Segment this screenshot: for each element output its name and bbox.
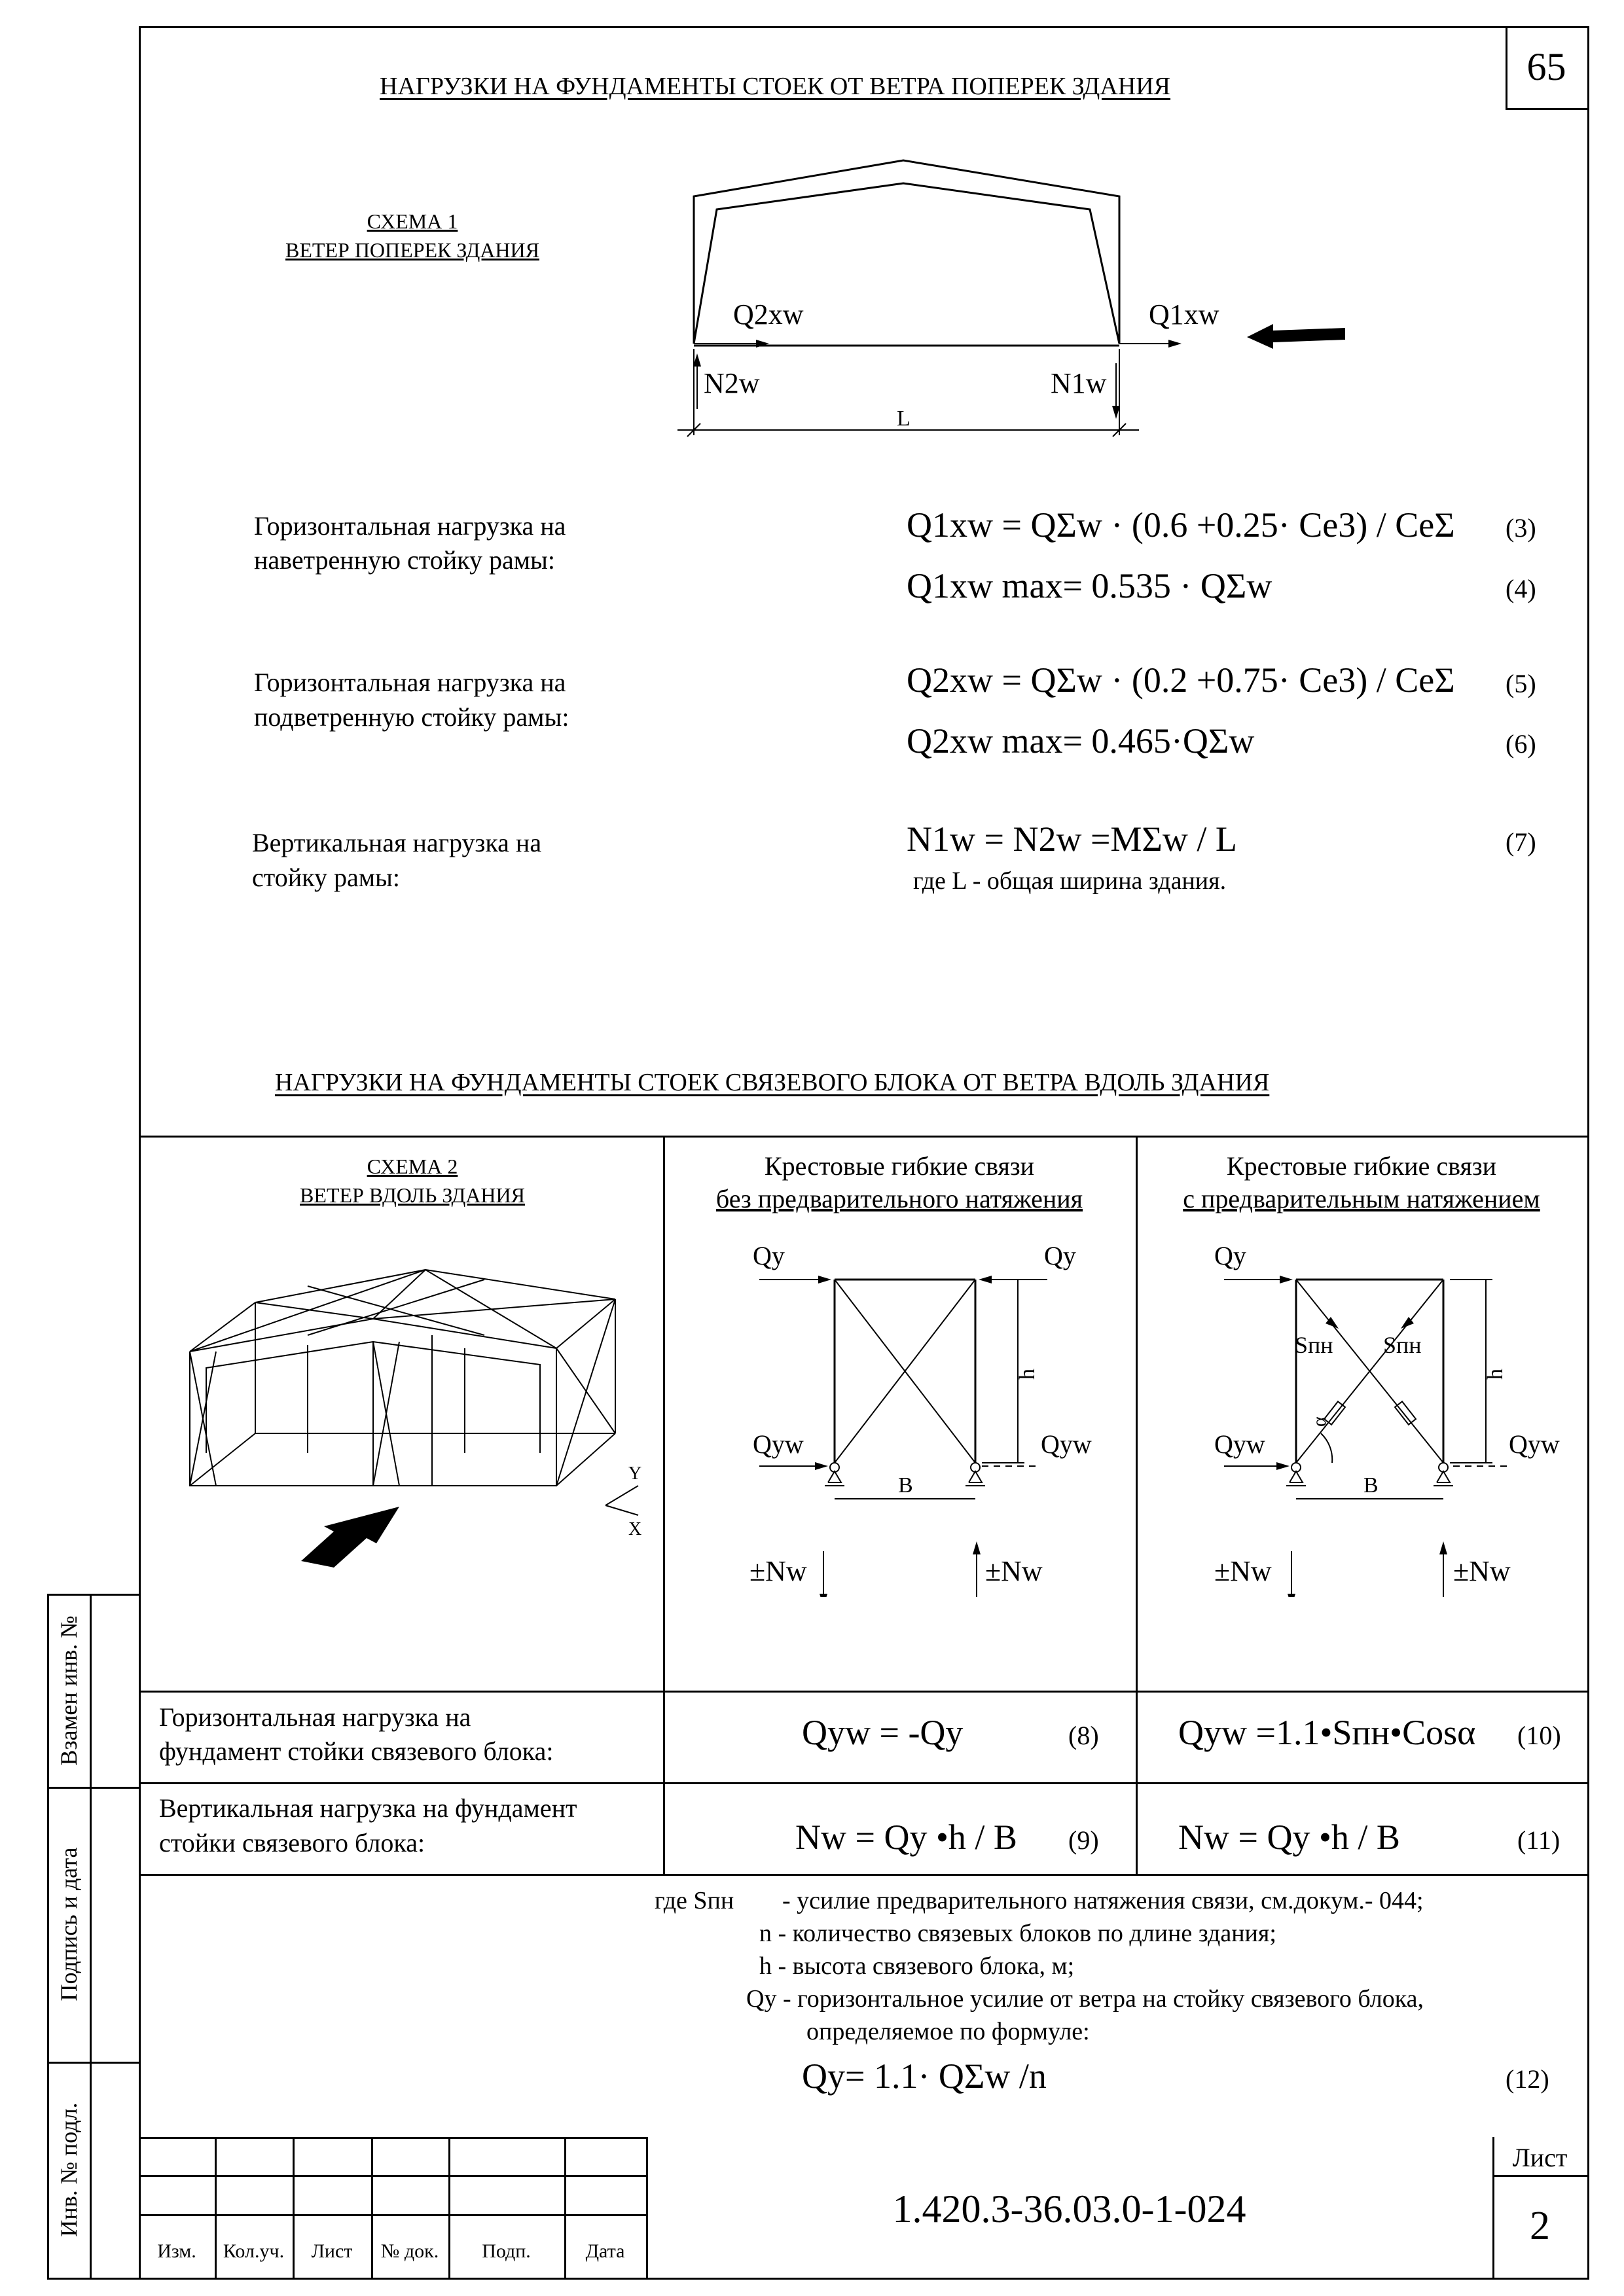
tb-col-count: Кол.уч.	[223, 2240, 285, 2262]
equation-8: Qyw = -Qy	[802, 1713, 964, 1752]
row1-label-line2: наветренную стойку рамы:	[254, 545, 556, 575]
equation-6-number: (6)	[1506, 729, 1536, 759]
equation-7-note: где L - общая ширина здания.	[913, 867, 1227, 895]
col3-alpha-label: α	[1308, 1416, 1330, 1427]
equation-5-number: (5)	[1506, 669, 1536, 698]
col2-qyw-right: Qyw	[1041, 1429, 1092, 1459]
col3-qyw-left: Qyw	[1214, 1429, 1265, 1459]
equation-12: Qy= 1.1· QΣw /n	[802, 2056, 1047, 2096]
row2-label-line1: Горизонтальная нагрузка на	[254, 668, 566, 697]
label-n2w: N2w	[704, 367, 760, 399]
col2-title-line1: Крестовые гибкие связи	[764, 1151, 1035, 1181]
row-v-label-line1: Вертикальная нагрузка на фундамент	[159, 1793, 577, 1823]
equation-12-number: (12)	[1506, 2064, 1549, 2094]
col2-h-label: h	[1015, 1369, 1039, 1380]
schema1-subtitle: ВЕТЕР ПОПЕРЕК ЗДАНИЯ	[285, 238, 539, 262]
section1-title: НАГРУЗКИ НА ФУНДАМЕНТЫ СТОЕК ОТ ВЕТРА ПОПЕРЕК ЗДАНИЯ	[380, 73, 1171, 100]
equation-11: Nw = Qy •h / B	[1178, 1818, 1400, 1857]
col3-b-label: B	[1363, 1473, 1379, 1498]
row-h-label-line2: фундамент стойки связевого блока:	[159, 1736, 554, 1766]
frame-bottom	[47, 2278, 1589, 2280]
frame-top	[139, 26, 1587, 28]
col2-title-line2: без предварительного натяжения	[715, 1184, 1083, 1213]
tb-col-sheet: Лист	[311, 2240, 353, 2262]
page-number: 65	[1526, 45, 1566, 88]
col3-nw-left: ±Nw	[1214, 1555, 1272, 1587]
sheet-number: 2	[1530, 2204, 1550, 2248]
bracing-diagram-pretension	[1162, 1230, 1581, 1597]
schema1-title: СХЕМА 1	[367, 209, 458, 233]
notes-line5: определяемое по формуле:	[806, 2018, 1090, 2045]
label-q1xw: Q1xw	[1149, 298, 1219, 331]
col3-title-line2: с предварительным натяжением	[1183, 1184, 1540, 1213]
tb-col-change: Изм.	[157, 2240, 196, 2262]
frame-right	[1587, 26, 1589, 2278]
col2-b-label: B	[898, 1473, 913, 1498]
equation-7: N1w = N2w =MΣw / L	[907, 819, 1237, 859]
equation-6: Q2xw max= 0.465·QΣw	[907, 721, 1255, 761]
notes-line2: n - количество связевых блоков по длине здания;	[759, 1920, 1276, 1947]
notes-line4: Qy - горизонтальное усилие от ветра на стойку связевого блока,	[746, 1985, 1424, 2013]
wind-arrow-icon	[1247, 324, 1345, 349]
label-span: L	[897, 406, 911, 431]
equation-7-number: (7)	[1506, 827, 1536, 857]
col2-nw-right: ±Nw	[985, 1555, 1043, 1587]
equation-11-number: (11)	[1517, 1825, 1561, 1855]
notes-line1: - усилие предварительного натяжения связи, см.докум.- 044;	[782, 1887, 1424, 1914]
equation-9-number: (9)	[1068, 1825, 1099, 1855]
stamp-original-inv: Инв. № подл.	[56, 2102, 82, 2237]
equation-4: Q1xw max= 0.535 · QΣw	[907, 566, 1272, 605]
row3-label-line1: Вертикальная нагрузка на	[252, 828, 542, 857]
stamp-replacement-inv: Взамен инв. №	[56, 1615, 82, 1766]
tb-col-docno: № док.	[380, 2240, 439, 2262]
schema2-title: СХЕМА 2	[367, 1155, 458, 1178]
equation-10: Qyw =1.1•Sпн•Cosα	[1178, 1713, 1476, 1752]
building-3d-diagram	[177, 1257, 648, 1571]
wind-arrow-icon	[301, 1507, 399, 1568]
col3-qyw-right: Qyw	[1509, 1429, 1560, 1459]
row-h-label-line1: Горизонтальная нагрузка на	[159, 1702, 471, 1732]
col3-nw-right: ±Nw	[1453, 1555, 1511, 1587]
section2-title: НАГРУЗКИ НА ФУНДАМЕНТЫ СТОЕК СВЯЗЕВОГО БЛОКА ОТ ВЕТРА ВДОЛЬ ЗДАНИЯ	[275, 1069, 1270, 1096]
equation-3-number: (3)	[1506, 513, 1536, 543]
document-code: 1.420.3-36.03.0-1-024	[892, 2187, 1246, 2231]
col3-spn-right: Sпн	[1383, 1332, 1422, 1358]
equation-8-number: (8)	[1068, 1721, 1099, 1750]
col2-qy-left: Qy	[753, 1241, 785, 1270]
notes-prefix: где Sпн	[655, 1887, 734, 1914]
row2-label-line2: подветренную стойку рамы:	[254, 702, 569, 732]
equation-10-number: (10)	[1517, 1721, 1561, 1750]
equation-9: Nw = Qy •h / B	[795, 1818, 1017, 1857]
col2-qyw-left: Qyw	[753, 1429, 804, 1459]
bracing-diagram-no-pretension	[694, 1230, 1113, 1597]
frame-diagram-1	[655, 147, 1375, 442]
axis-y-label: Y	[628, 1463, 642, 1484]
tb-col-date: Дата	[585, 2240, 625, 2262]
tb-col-signature: Подп.	[482, 2240, 531, 2262]
col3-title-line1: Крестовые гибкие связи	[1226, 1151, 1497, 1181]
sheet-label: Лист	[1512, 2143, 1568, 2172]
label-q2xw: Q2xw	[733, 298, 804, 331]
label-n1w: N1w	[1051, 367, 1107, 399]
col3-h-label: h	[1483, 1369, 1507, 1380]
notes-line3: h - высота связевого блока, м;	[759, 1952, 1075, 1980]
col2-qy-right: Qy	[1044, 1241, 1076, 1270]
axis-x-label: X	[628, 1519, 642, 1539]
col3-qy-left: Qy	[1214, 1241, 1246, 1270]
schema2-subtitle: ВЕТЕР ВДОЛЬ ЗДАНИЯ	[300, 1183, 525, 1207]
col3-spn-left: Sпн	[1295, 1332, 1333, 1358]
frame-left	[139, 26, 141, 2278]
col2-nw-left: ±Nw	[749, 1555, 807, 1587]
row1-label-line1: Горизонтальная нагрузка на	[254, 511, 566, 541]
row-v-label-line2: стойки связевого блока:	[159, 1828, 425, 1857]
equation-4-number: (4)	[1506, 574, 1536, 603]
equation-3: Q1xw = QΣw · (0.6 +0.25· Cе3) / CеΣ	[907, 505, 1455, 545]
row3-label-line2: стойку рамы:	[252, 863, 401, 892]
equation-5: Q2xw = QΣw · (0.2 +0.75· Cе3) / CеΣ	[907, 660, 1455, 700]
stamp-signature-date: Подпись и дата	[56, 1847, 82, 2001]
